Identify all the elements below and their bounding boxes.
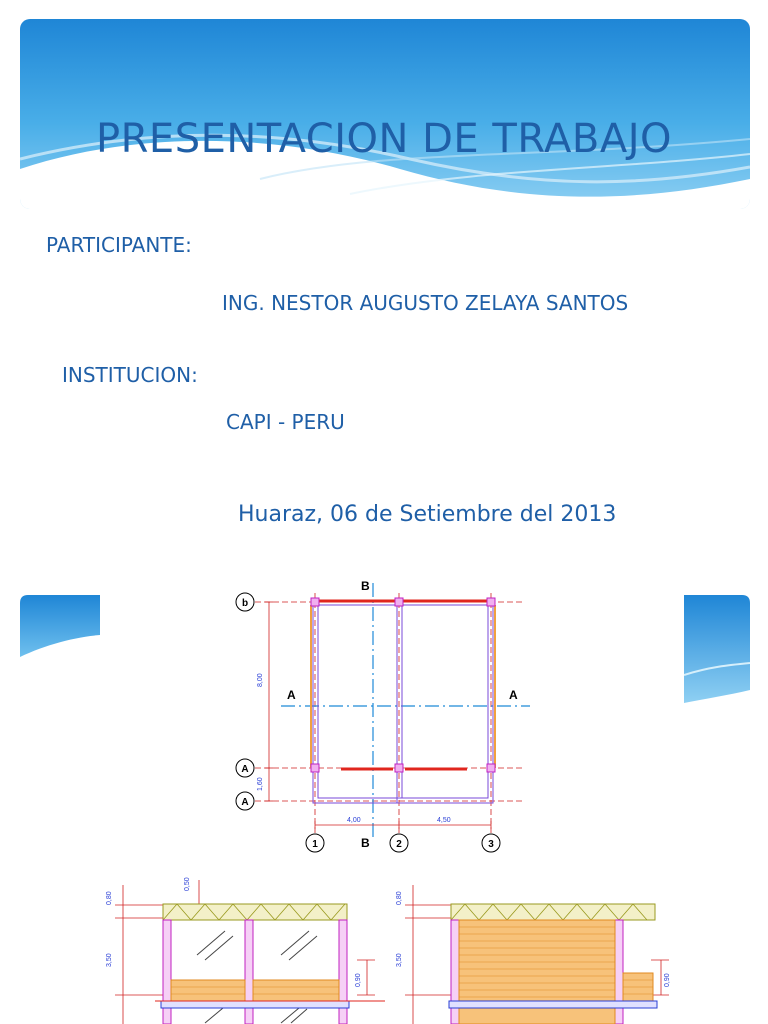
dim-4-50: 4,50 (437, 817, 451, 824)
participant-label: PARTICIPANTE: (46, 233, 192, 257)
date-line: Huaraz, 06 de Setiembre del 2013 (238, 502, 617, 527)
dim-3-50: 3,50 (396, 953, 403, 967)
institution-name: CAPI - PERU (226, 410, 345, 434)
dim-1-60: 1,60 (257, 777, 264, 791)
left-wave-decoration (20, 595, 100, 657)
dim-0-90: 0,90 (355, 973, 362, 987)
axis-a-bottom-label: A (241, 797, 249, 808)
header-banner (20, 19, 750, 209)
dim-4-00: 4,00 (347, 817, 361, 824)
axis-a-mid-label: A (241, 764, 249, 775)
section-a-left: A (287, 688, 296, 702)
section-a-right: A (509, 688, 518, 702)
section-b-top: B (361, 579, 370, 593)
dim-0-80: 0,80 (396, 891, 403, 905)
elevation-right (385, 875, 685, 1024)
elevation-left (95, 875, 395, 1024)
wave-graphic (20, 19, 750, 209)
dim-8-00: 8,00 (257, 673, 264, 687)
dim-0-90: 0,90 (664, 973, 671, 987)
dim-3-50: 3,50 (106, 953, 113, 967)
floor-plan (225, 575, 545, 860)
dim-0-80: 0,80 (106, 891, 113, 905)
axis-3-label: 3 (488, 839, 494, 850)
dim-0-50: 0,50 (184, 877, 191, 891)
page-title: PRESENTACION DE TRABAJO (96, 116, 672, 162)
technical-drawing-page (0, 560, 768, 1024)
section-b-bottom: B (361, 836, 370, 850)
right-wave-decoration (684, 595, 750, 705)
axis-1-label: 1 (312, 839, 318, 850)
axis-b-label: b (241, 598, 249, 609)
axis-2-label: 2 (396, 839, 402, 850)
participant-name: ING. NESTOR AUGUSTO ZELAYA SANTOS (222, 291, 629, 315)
institution-label: INSTITUCION: (62, 363, 198, 387)
